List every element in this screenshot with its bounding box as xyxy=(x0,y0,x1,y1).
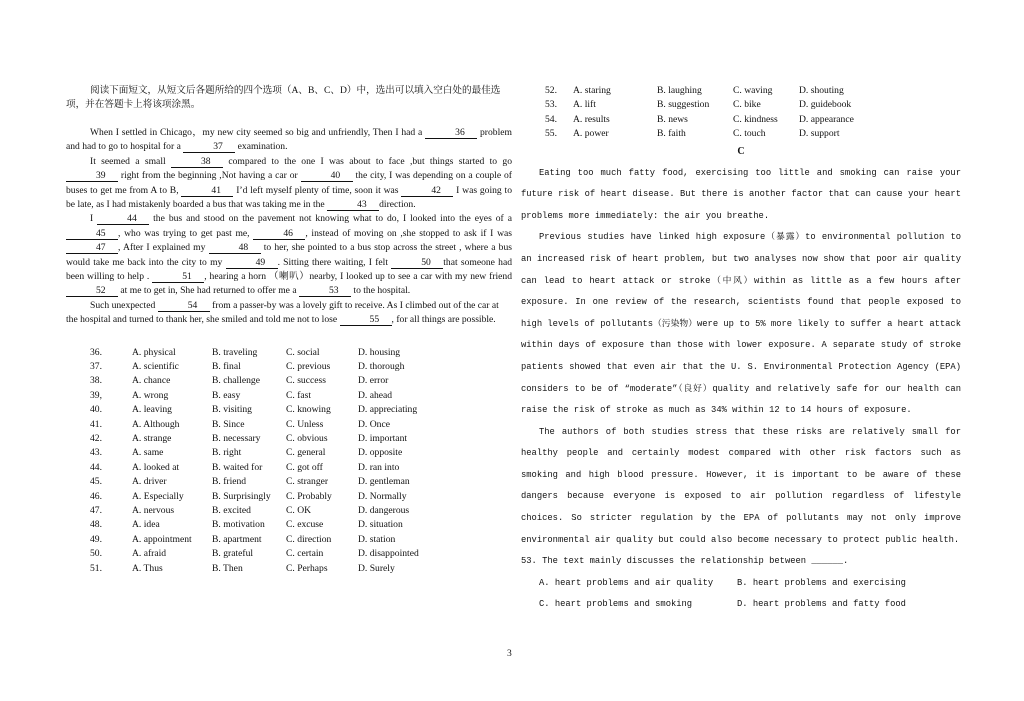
option-b[interactable]: B. right xyxy=(212,447,242,459)
question-option[interactable]: B. heart problems and exercising xyxy=(737,577,906,588)
option-d[interactable]: D. ahead xyxy=(358,389,393,401)
option-a[interactable]: A. leaving xyxy=(132,404,172,416)
option-a[interactable]: A. appointment xyxy=(132,533,192,545)
question-number: 39, xyxy=(90,389,102,401)
option-c[interactable]: C. Perhaps xyxy=(286,562,328,574)
question-number: 50. xyxy=(90,548,102,560)
passage-paragraph: Eating too much fatty food, exercising too little and smoking can raise your future risk of heart disease. But there is another factor that can cause your heart problems more immediately: the air you breathe. xyxy=(521,167,961,221)
blank: 51 xyxy=(152,271,204,283)
option-d[interactable]: D. thorough xyxy=(358,361,405,373)
blank: 53 xyxy=(299,285,351,297)
left-column xyxy=(66,84,512,576)
option-b[interactable]: B. motivation xyxy=(212,519,265,531)
option-c[interactable]: C. Unless xyxy=(286,418,324,430)
option-c[interactable]: C. stranger xyxy=(286,476,329,488)
option-c[interactable]: C. social xyxy=(286,346,320,358)
option-d[interactable]: D. shouting xyxy=(799,85,844,96)
option-row xyxy=(66,490,512,504)
option-row xyxy=(66,533,512,547)
option-c[interactable]: C. previous xyxy=(286,361,331,373)
option-row xyxy=(521,84,961,98)
option-c[interactable]: C. knowing xyxy=(286,404,331,416)
question-options-row xyxy=(521,573,961,595)
option-a[interactable]: A. physical xyxy=(132,346,176,358)
option-d[interactable]: D. opposite xyxy=(358,447,403,459)
blank: 47 xyxy=(66,242,118,254)
reading-passage xyxy=(521,163,961,552)
question-number: 48. xyxy=(90,519,102,531)
option-a[interactable]: A. nervous xyxy=(132,504,175,516)
blank: 49 xyxy=(226,257,278,269)
question-number: 38. xyxy=(90,375,102,387)
option-a[interactable]: A. Especially xyxy=(132,490,184,502)
option-b[interactable]: B. faith xyxy=(657,128,686,140)
question-number: 46. xyxy=(90,490,102,502)
question-number: 47. xyxy=(90,504,102,516)
passage-paragraph: I 44 the bus and stood on the pavement not knowing what to do, I looked into the eyes of a 45 , who was trying to get past me, 46 , instead of moving on ,she stopped to ask if I was 47 , After I explained my 48 to her, she pointed to a bus stop across the street , where a bus would take me back into the city to my 49 . Sitting there waiting, I felt 50 that someone had been willing to help . 51 , hearing a horn （喇叭）nearby, I looked up to see a car with my new friend 52 at me to get in, She had returned to offer me a 53 to the hospital. xyxy=(66,213,513,297)
blank: 52 xyxy=(66,285,118,297)
option-row xyxy=(66,389,512,403)
section-instructions: 阅读下面短文，从短文后各题所给的四个选项（A、B、C、D）中，选出可以填入空白处的最佳选项，并在答题卡上将该项涂黑。 xyxy=(66,85,501,110)
option-d[interactable]: D. appearance xyxy=(799,113,854,125)
option-row xyxy=(521,113,961,127)
option-row xyxy=(66,518,512,532)
option-d[interactable]: D. Once xyxy=(358,418,390,430)
option-a[interactable]: A. power xyxy=(573,128,609,140)
option-row xyxy=(66,418,512,432)
option-b[interactable]: B. excited xyxy=(212,504,251,516)
blank: 54 xyxy=(158,300,210,312)
passage-paragraph: It seemed a small 38 compared to the one I was about to face ,but things started to go 39 right from the beginning ,Not having a car or 40 the city, I was depending on a couple of buses to get me from A to B, 41 I’d left myself plenty of time, soon it was 42 I was going to be late, as I had mistakenly boarded a bus that was taking me in the 43 direction. xyxy=(66,155,512,211)
option-c[interactable]: C. fast xyxy=(286,389,312,401)
option-d[interactable]: D. important xyxy=(358,433,408,445)
option-b[interactable]: B. visiting xyxy=(212,404,252,416)
option-row xyxy=(66,547,512,561)
option-row xyxy=(66,446,512,460)
question-number: 42. xyxy=(90,433,102,445)
option-b[interactable]: B. Surprisingly xyxy=(212,490,271,502)
question-number: 52. xyxy=(545,85,557,96)
option-c[interactable]: C. direction xyxy=(286,533,332,545)
blank: 40 xyxy=(301,170,353,182)
page-number: 3 xyxy=(507,648,512,659)
blank: 43 xyxy=(327,199,379,211)
blank: 48 xyxy=(209,242,261,254)
option-b[interactable]: B. Since xyxy=(212,418,245,430)
option-d[interactable]: D. station xyxy=(358,533,396,545)
option-b[interactable]: B. challenge xyxy=(212,375,260,387)
option-d[interactable]: D. guidebook xyxy=(799,99,852,111)
section-label: C xyxy=(737,145,745,157)
blank: 45 xyxy=(66,228,118,240)
option-c[interactable]: C. certain xyxy=(286,548,324,560)
option-a[interactable]: A. afraid xyxy=(132,548,167,560)
blank: 38 xyxy=(171,156,223,168)
option-c[interactable]: C. waving xyxy=(733,85,773,96)
option-a[interactable]: A. staring xyxy=(573,85,611,96)
option-c[interactable]: C. obvious xyxy=(286,433,328,445)
question-number: 36. xyxy=(90,346,102,358)
blank: 46 xyxy=(253,228,305,240)
blank: 36 xyxy=(425,127,477,139)
question-number: 43. xyxy=(90,447,102,459)
option-d[interactable]: D. appreciating xyxy=(358,404,418,416)
option-b[interactable]: B. apartment xyxy=(212,533,262,545)
blank: 41 xyxy=(181,185,233,197)
option-d[interactable]: D. disappointed xyxy=(358,548,419,560)
passage-paragraph: When I settled in Chicago，my new city seemed so big and unfriendly, Then I had a 36 problem and had to go to hospital for a 37 examination. xyxy=(66,127,512,153)
option-row xyxy=(521,127,961,141)
option-b[interactable]: B. news xyxy=(657,113,688,125)
option-a[interactable]: A. wrong xyxy=(132,389,169,401)
question-number: 54. xyxy=(545,113,557,125)
option-row xyxy=(66,360,512,374)
passage-paragraph: Such unexpected 54 from a passer-by was a lovely gift to receive. As I climbed out of the car at the hospital and turned to thank her, she smiled and told me not to lose 55 , for all things are possible. xyxy=(66,299,499,326)
blank: 55 xyxy=(340,314,392,326)
option-c[interactable]: C. touch xyxy=(733,128,766,140)
option-b[interactable]: B. Then xyxy=(212,562,243,574)
question-number: 37. xyxy=(90,361,102,373)
option-b[interactable]: B. traveling xyxy=(212,346,258,358)
option-d[interactable]: D. dangerous xyxy=(358,504,410,516)
option-a[interactable]: A. chance xyxy=(132,375,171,387)
option-row xyxy=(66,504,512,518)
option-c[interactable]: C. excuse xyxy=(286,519,324,531)
option-d[interactable]: D. gentleman xyxy=(358,476,410,488)
option-d[interactable]: D. Surely xyxy=(358,562,395,574)
option-row xyxy=(521,98,961,112)
question-option[interactable]: D. heart problems and fatty food xyxy=(737,599,906,610)
option-a[interactable]: A. strange xyxy=(132,433,172,445)
question-option[interactable]: A. heart problems and air quality xyxy=(539,577,714,588)
question-number: 55. xyxy=(545,128,557,140)
question-number: 53. xyxy=(545,99,557,111)
option-row xyxy=(66,461,512,475)
option-d[interactable]: D. situation xyxy=(358,519,403,531)
option-b[interactable]: B. laughing xyxy=(657,85,702,96)
question-number: 40. xyxy=(90,404,102,416)
question-stem: 53. The text mainly discusses the relationship between ______. xyxy=(521,556,849,567)
option-b[interactable]: B. necessary xyxy=(212,433,261,445)
question-number: 41. xyxy=(90,418,102,430)
option-a[interactable]: A. Although xyxy=(132,418,180,430)
option-a[interactable]: A. Thus xyxy=(132,562,163,574)
question-options-row xyxy=(521,594,961,616)
option-a[interactable]: A. results xyxy=(573,113,610,125)
answer-options-list-continued xyxy=(521,84,961,142)
option-b[interactable]: B. final xyxy=(212,361,241,373)
option-c[interactable]: C. success xyxy=(286,375,326,387)
option-c[interactable]: C. kindness xyxy=(733,113,778,125)
question-number: 49. xyxy=(90,533,102,545)
option-b[interactable]: B. waited for xyxy=(212,461,263,473)
answer-options-list xyxy=(66,346,512,576)
option-c[interactable]: C. OK xyxy=(286,504,312,516)
option-row xyxy=(66,562,512,576)
option-row xyxy=(66,475,512,489)
option-a[interactable]: A. scientific xyxy=(132,361,179,373)
option-a[interactable]: A. same xyxy=(132,447,164,459)
blank: 37 xyxy=(183,141,235,153)
passage-paragraph: The authors of both studies stress that these risks are relatively small for healthy people and certainly modest compared with other risk factors such as smoking and high blood pressure. However, it is important to be aware of these dangers because everyone is exposed to air pollution regardless of lifestyle choices. So stricter regulation by the EPA of pollutants may not only improve environmental air quality but could also become necessary to protect public health. xyxy=(521,426,961,545)
option-c[interactable]: C. got off xyxy=(286,461,323,473)
option-c[interactable]: C. bike xyxy=(733,99,761,111)
option-b[interactable]: B. friend xyxy=(212,476,247,488)
option-b[interactable]: B. grateful xyxy=(212,548,254,560)
option-c[interactable]: C. Probably xyxy=(286,490,332,502)
blank: 42 xyxy=(401,185,453,197)
question-number: 45. xyxy=(90,476,102,488)
option-b[interactable]: B. easy xyxy=(212,389,241,401)
option-d[interactable]: D. support xyxy=(799,128,840,140)
right-column xyxy=(521,84,961,616)
option-d[interactable]: D. Normally xyxy=(358,490,407,502)
option-d[interactable]: D. housing xyxy=(358,346,401,358)
question-number: 51. xyxy=(90,562,102,574)
cloze-passage xyxy=(66,126,512,328)
option-d[interactable]: D. ran into xyxy=(358,461,400,473)
option-a[interactable]: A. lift xyxy=(573,99,596,111)
question-53 xyxy=(521,551,961,616)
option-a[interactable]: A. idea xyxy=(132,519,160,531)
blank: 39 xyxy=(66,170,118,182)
option-a[interactable]: A. looked at xyxy=(132,461,180,473)
option-a[interactable]: A. driver xyxy=(132,476,167,488)
question-option[interactable]: C. heart problems and smoking xyxy=(539,599,693,610)
option-c[interactable]: C. general xyxy=(286,447,326,459)
option-row xyxy=(66,432,512,446)
blank: 44 xyxy=(97,213,149,225)
option-row xyxy=(66,374,512,388)
passage-paragraph: Previous studies have linked high exposure（暴露）to environmental pollution to an increased risk of heart problem, but two analyses now show that poor air quality can lead to heart attack or stroke（中风）within as little as a few hours after exposure. In one review of the research, scientists found that people exposed to high levels of pollutants（污染物）were up to 5% more likely to suffer a heart attack within days of exposure than those with lower exposure. A separate study of stroke patients showed that even air that the U. S. Environmental Protection Agency (EPA) considers to be of “moderate”（良好）quality and relatively safe for our health can raise the risk of stroke as much as 34% within 12 to 14 hours of exposure. xyxy=(521,232,961,416)
option-d[interactable]: D. error xyxy=(358,375,389,387)
option-b[interactable]: B. suggestion xyxy=(657,99,710,111)
option-row xyxy=(66,403,512,417)
question-number: 44. xyxy=(90,461,102,473)
option-row xyxy=(66,346,512,360)
blank: 50 xyxy=(391,257,443,269)
